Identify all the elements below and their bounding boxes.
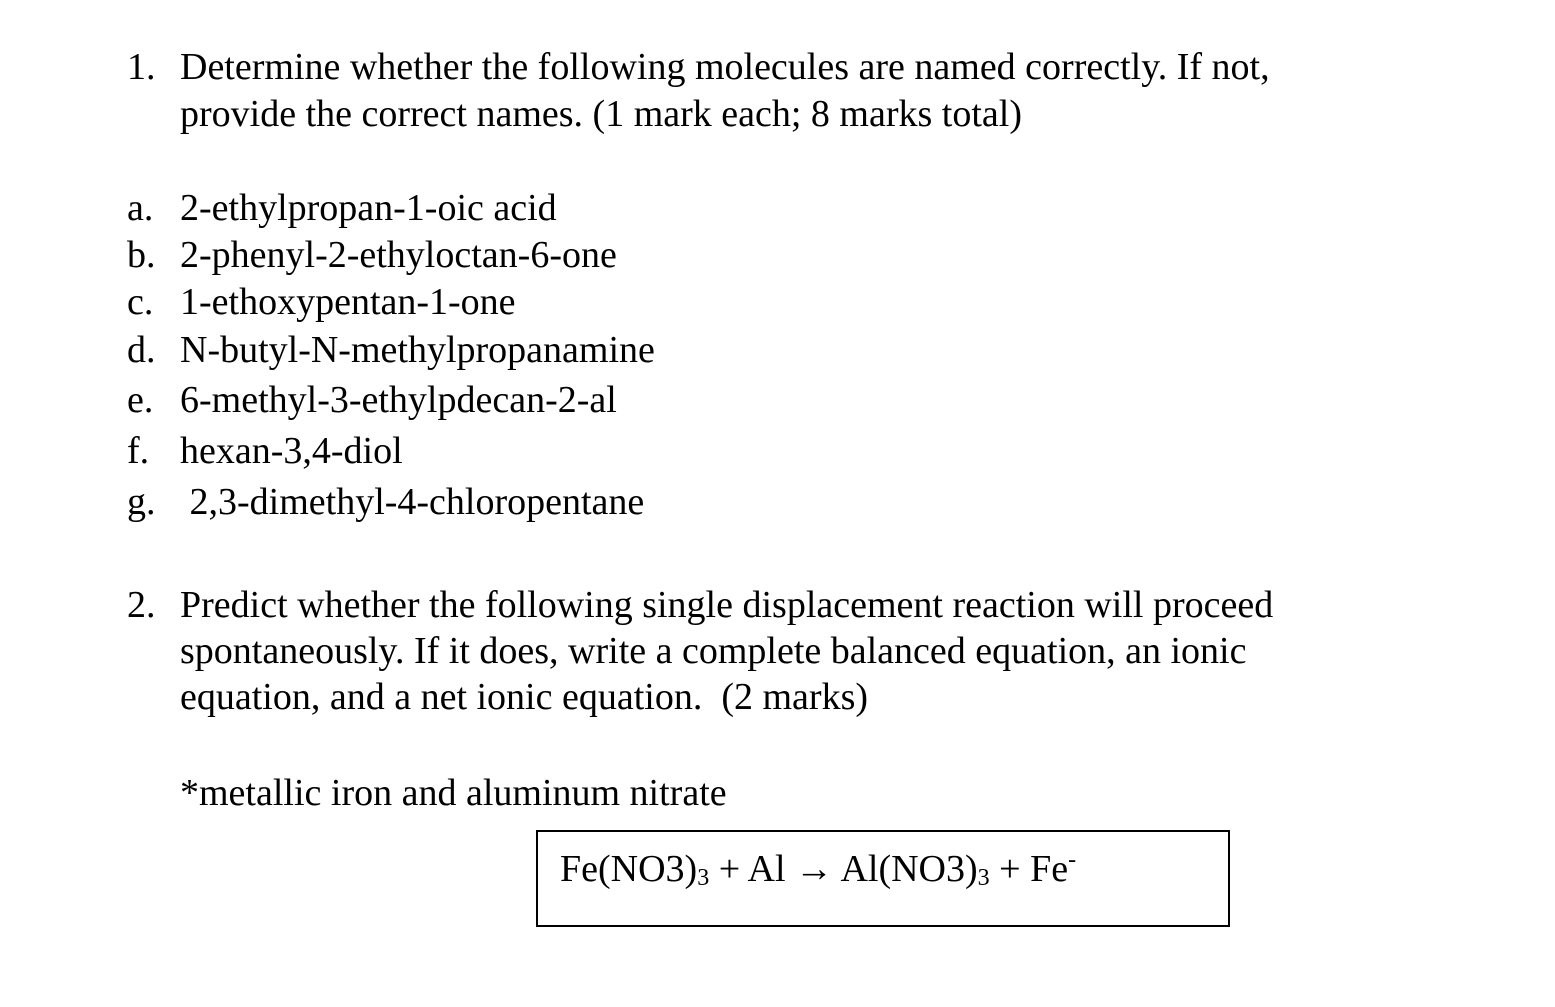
item-text: 6-methyl-3-ethylpdecan-2-al [180, 379, 617, 421]
item-letter: c. [127, 281, 154, 323]
question-1-text-line-2: provide the correct names. (1 mark each; 8 marks total) [180, 93, 1022, 135]
equation-subscript-2: 3 [977, 865, 990, 891]
equation-part-1: Fe(NO3) [560, 848, 698, 890]
question-1-number: 1. [127, 46, 156, 88]
equation-subscript-1: 3 [697, 865, 710, 891]
question-2-text-line-2: spontaneously. If it does, write a complete balanced equation, an ionic [180, 630, 1247, 672]
item-text: N-butyl-N-methylpropanamine [180, 329, 655, 371]
item-text: 2-ethylpropan-1-oic acid [180, 187, 557, 229]
equation-part-3: + Fe [989, 848, 1069, 890]
answer-box [536, 830, 1230, 927]
equation-superscript: - [1068, 847, 1077, 873]
item-letter: g. [127, 481, 156, 523]
item-letter: a. [127, 187, 154, 229]
item-letter: b. [127, 234, 156, 276]
equation-part-2: + Al → Al(NO3) [709, 848, 978, 890]
item-text: 2,3-dimethyl-4-chloropentane [180, 481, 645, 523]
question-1-text-line-1: Determine whether the following molecules are named correctly. If not, [180, 46, 1270, 88]
item-text: hexan-3,4-diol [180, 430, 403, 472]
question-2-note: *metallic iron and aluminum nitrate [180, 772, 727, 814]
item-text: 1-ethoxypentan-1-one [180, 281, 516, 323]
question-2-text-line-3: equation, and a net ionic equation. (2 marks) [180, 676, 869, 718]
item-letter: f. [127, 430, 150, 472]
item-letter: e. [127, 379, 154, 421]
answer-equation [560, 846, 1076, 892]
item-letter: d. [127, 329, 156, 371]
item-text: 2-phenyl-2-ethyloctan-6-one [180, 234, 617, 276]
question-2-text-line-1: Predict whether the following single displacement reaction will proceed [180, 584, 1274, 626]
question-2-number: 2. [127, 584, 156, 626]
